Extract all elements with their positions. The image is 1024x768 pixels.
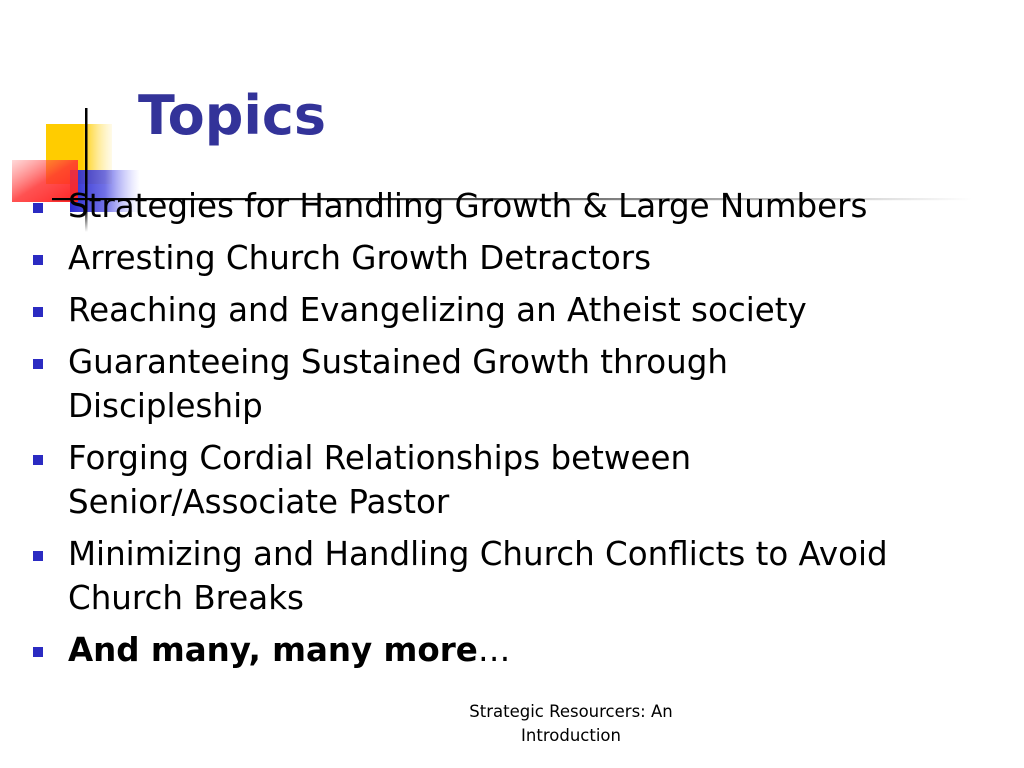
list-item: [30, 628, 990, 672]
list-item: [30, 340, 828, 428]
footer-line-2: Introduction: [521, 726, 621, 745]
list-item-text: Strategies for Handling Growth & Large Numbers: [68, 187, 868, 225]
footer-line-1: Strategic Resourcers: An: [469, 702, 673, 721]
list-item: [30, 288, 990, 332]
square-bullet-icon: [33, 551, 43, 561]
list-item: [30, 436, 828, 524]
square-bullet-icon: [33, 255, 43, 265]
slide-footer: [446, 700, 696, 748]
list-item: [30, 532, 990, 620]
square-bullet-icon: [33, 647, 43, 657]
list-item: [30, 184, 990, 228]
list-item-text: Arresting Church Growth Detractors: [68, 239, 652, 277]
list-item-ellipsis: …: [477, 631, 511, 669]
square-bullet-icon: [33, 203, 43, 213]
square-bullet-icon: [33, 307, 43, 317]
topic-list: [30, 184, 990, 680]
list-item-text: Minimizing and Handling Church Conflicts to Avoid Church Breaks: [68, 535, 888, 617]
list-item-text: Guaranteeing Sustained Growth through Discipleship: [68, 343, 728, 425]
list-item-text: Forging Cordial Relationships between Senior/Associate Pastor: [68, 439, 692, 521]
list-item-text: Reaching and Evangelizing an Atheist society: [68, 291, 807, 329]
square-bullet-icon: [33, 359, 43, 369]
square-bullet-icon: [33, 455, 43, 465]
slide-title: Topics: [138, 84, 327, 147]
list-item: [30, 236, 990, 280]
list-item-text: And many, many more: [68, 631, 478, 669]
